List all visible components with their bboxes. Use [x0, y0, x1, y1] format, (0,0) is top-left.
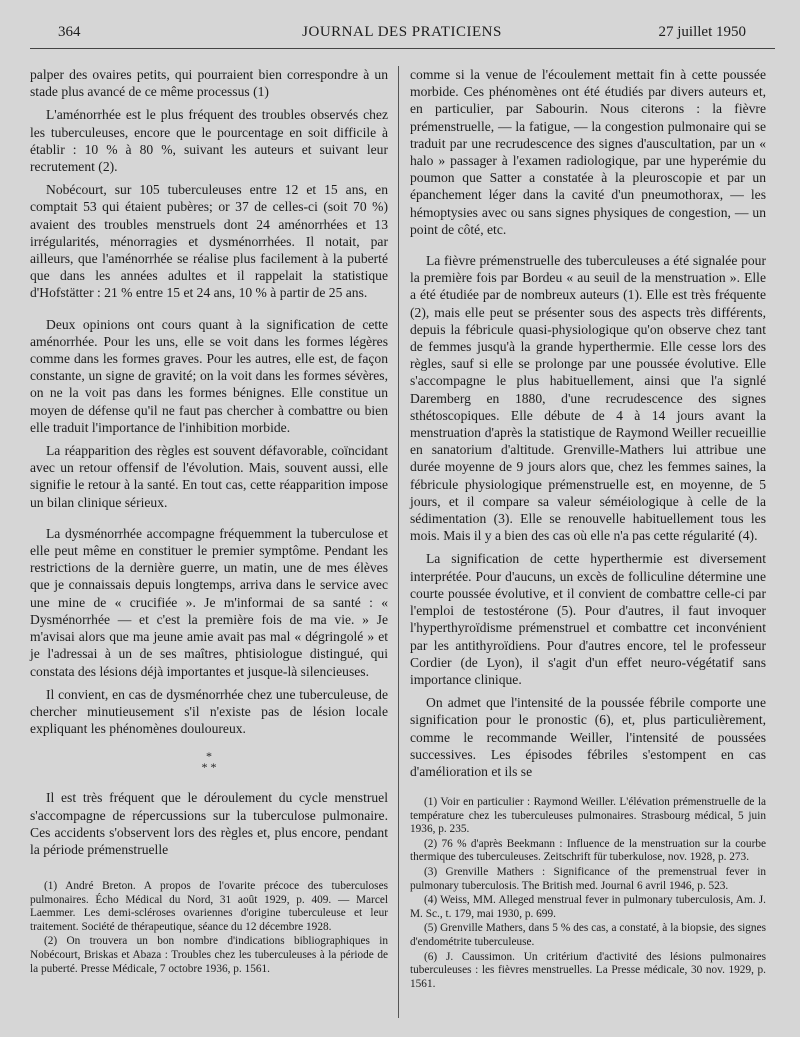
right-footnotes: [410, 796, 766, 992]
header-rule: [30, 48, 775, 49]
paragraph: palper des ovaires petits, qui pourraient bien correspondre à un stade plus avancé de ce même processus (1): [30, 67, 388, 100]
paragraph: Deux opinions ont cours quant à la signification de cette aménorrhée. Pour les uns, elle se voit dans les formes légères comme dans les formes graves. Pour les autres, elle est, de façon constante, un signe de gravité; on la voit dans les formes sévères, on ne la voit pas dans les formes bénignes. Elle constitue un moyen de défense qu'il ne faut pas chercher à combattre ou bien elle traduit l'importance de l'inhibition morbide.: [30, 316, 388, 435]
paragraph: L'aménorrhée est le plus fréquent des troubles observés chez les tuberculeuses, encore que le pourcentage en soit difficile à établir : 10 % à 80 %, suivant les auteurs et suivant leur recrutement (2).: [30, 107, 388, 175]
paragraph: La fièvre prémenstruelle des tuberculeuses a été signalée pour la première fois par Bordeu « au seuil de la menstruation ». Elle a été étudiée par de nombreux auteurs (1). Elle est très fréquente (2), mais elle peut se présenter sous des aspects très différents, depuis la fébricule quasi-physiologique qu'on observe chez tant de femmes jusqu'à la grande hyperthermie. Elle cesse lors des règles, sauf si elle se prolonge par une poussée évolutive. Elle s'accompagne le plus habituellement, ainsi que l'a signlé Daremberg en 1880, d'une recrudescence des signes sthétoscopiques. Elle débute de 4 à 14 jours avant la menstruation d'après la statistique de Raymond Weiller recueillie en sanatorium d'altitude. Grenville-Mathers lui attribue une durée moyenne de 9 jours alors que, chez les femmes saines, la fébricule physiologique prémenstruelle est, en moyenne, de 5 jours, et il compare sa valeur séméiologique à celle de la sédimentation (3). Elle se renouvelle habituellement tous les mois. Mais il y a bien des cas où elle n'a pas cette régularité (4).: [410, 253, 766, 544]
page-header: [58, 24, 746, 46]
paragraph: La signification de cette hyperthermie est diversement interprétée. Pour d'aucuns, un excès de folliculine détermine une courte poussée évolutive, et il convient de combattre celle-ci par l'emploi de testostérone (5). Pour d'autres, il faut invoquer l'hyperthyroïdisme prémenstruel et combattre cet inconvénient par les antithyroïdiens. Pour d'autres encore, tel le professeur Cordier (de Lyon), il s'agit d'un effet neuro-végétatif sans importance clinique.: [410, 551, 766, 687]
issue-date: 27 juillet 1950: [658, 24, 746, 40]
footnote: (4) Weiss, MM. Alleged menstrual fever in pulmonary tuberculosis, Am. J. M. Sc., t. 179, mai 1930, p. 699.: [410, 894, 766, 920]
footnote: (6) J. Caussimon. Un critérium d'activité des lésions pulmonaires tuberculeuses : les fièvres menstruelles. La Presse médicale, 30 nov. 1929, p. 1561.: [410, 950, 766, 990]
right-column: [410, 66, 766, 786]
paragraph: La réapparition des règles est souvent défavorable, coïncidant avec un retour offensif de l'évolution. Mais, souvent aussi, elle signifie le retour à la santé. En tout cas, cette réapparition impose un bilan clinique sérieux.: [30, 443, 388, 510]
paragraph: Nobécourt, sur 105 tuberculeuses entre 12 et 15 ans, en comptait 53 qui étaient pubères; or 37 de celles-ci (soit 70 %) avaient des troubles menstruels dont 24 aménorrhées et 13 irrégularités, ménorragies et dysménorrhées. Il notait, par ailleurs, que l'aménorrhée se réalise plus facilement à la puberté que dans les années adultes et il rappelait la statistique d'Hofstätter : 21 % entre 15 et 24 ans, 10 % à partir de 25 ans.: [30, 182, 388, 301]
journal-title: JOURNAL DES PRATICIENS: [302, 24, 502, 40]
asterism-bottom: * *: [201, 760, 217, 775]
footnote: (3) Grenville Mathers : Significance of the premenstrual fever in pulmonary tuberculosis. The British med. Journal 6 avril 1946, p. 523.: [410, 865, 766, 892]
footnote: (2) 76 % d'après Beekmann : Influence de la menstruation sur la courbe thermique des tuberculeuses. Zeitschrift für tuberkulose, nov. 1928, p. 273.: [410, 837, 766, 864]
footnote: (1) Voir en particulier : Raymond Weiller. L'élévation prémenstruelle de la température chez les tuberculeuses pulmonaires. Strasbourg médical, 5 juin 1936, p. 235.: [410, 796, 766, 836]
paragraph: Il est très fréquent que le déroulement du cycle menstruel s'accompagne de répercussions sur la tuberculose pulmonaire. Ces accidents s'observent lors des règles et, plus encore, pendant la période prémenstruelle: [30, 790, 388, 857]
page-number: 364: [58, 24, 81, 40]
footnote: (2) On trouvera un bon nombre d'indications bibliographiques in Nobécourt, Briskas et Abaza : Troubles chez les tuberculeuses à la période de la puberté. Presse Médicale, 7 octobre 1936, p. 1561.: [30, 935, 388, 975]
footnote: (5) Grenville Mathers, dans 5 % des cas, a constaté, à la biopsie, des signes d'endométrite tuberculeuse.: [410, 922, 766, 948]
section-asterism: [30, 751, 388, 773]
paragraph: Il convient, en cas de dysménorrhée chez une tuberculeuse, de chercher minutieusement s'il n'existe pas de lésion locale expliquant les phénomènes douloureux.: [30, 686, 388, 737]
column-divider: [398, 66, 399, 1018]
paragraph: On admet que l'intensité de la poussée fébrile comporte une signification pour le pronostic (6), et, plus particulièrement, comme le recommande Weiller, l'intensité de poussées successives. Les épisodes fébriles s'estompent en cas d'amélioration et ils se: [410, 695, 766, 779]
left-column: [30, 66, 388, 864]
asterism-top: *: [206, 749, 212, 764]
paragraph: comme si la venue de l'écoulement mettait fin à cette poussée morbide. Ces phénomènes ont été étudiés par divers auteurs et, en particulier, par Sabourin. Nous citerons : la fièvre prémenstruelle, — la fatigue, — la congestion pulmonaire qui se traduit par une recrudescence des signes d'auscultation, par un « halo » passager à l'examen radiologique, par une hyperémie du poumon que Satter a constatée à la pleuroscopie et par un épanchement léger dans la cavité d'un pneumothorax, — les hémoptysies avec ou sans signes physiques de congestion, — un point de côté, etc.: [410, 67, 766, 237]
footnote: (1) André Breton. A propos de l'ovarite précoce des tuberculoses pulmonaires. Écho Médical du Nord, 31 août 1929, p. 409. — Marcel Laemmer. Les demi-scléroses ovariennes d'origine tuberculeuse et leur traitement. Société de thérapeutique, séance du 12 décembre 1928.: [30, 880, 388, 933]
left-footnotes: [30, 880, 388, 977]
paragraph: La dysménorrhée accompagne fréquemment la tuberculose et elle peut même en constituer le premier symptôme. Pendant les restrictions de la dernière guerre, un matin, une de mes élèves que je connaissais depuis longtemps, arriva dans le service avec une mine de « crucifiée ». Je m'informai de sa santé : « Dysménorrhée — et c'est la première fois de ma vie. » Je m'avisai alors que ma jeune amie avait pas mal « dégringolé » et je l'adressai à un de ses maîtres, phtisiologue distingué, qui constata des lésions déjà importantes et jusque-là silencieuses.: [30, 525, 388, 679]
